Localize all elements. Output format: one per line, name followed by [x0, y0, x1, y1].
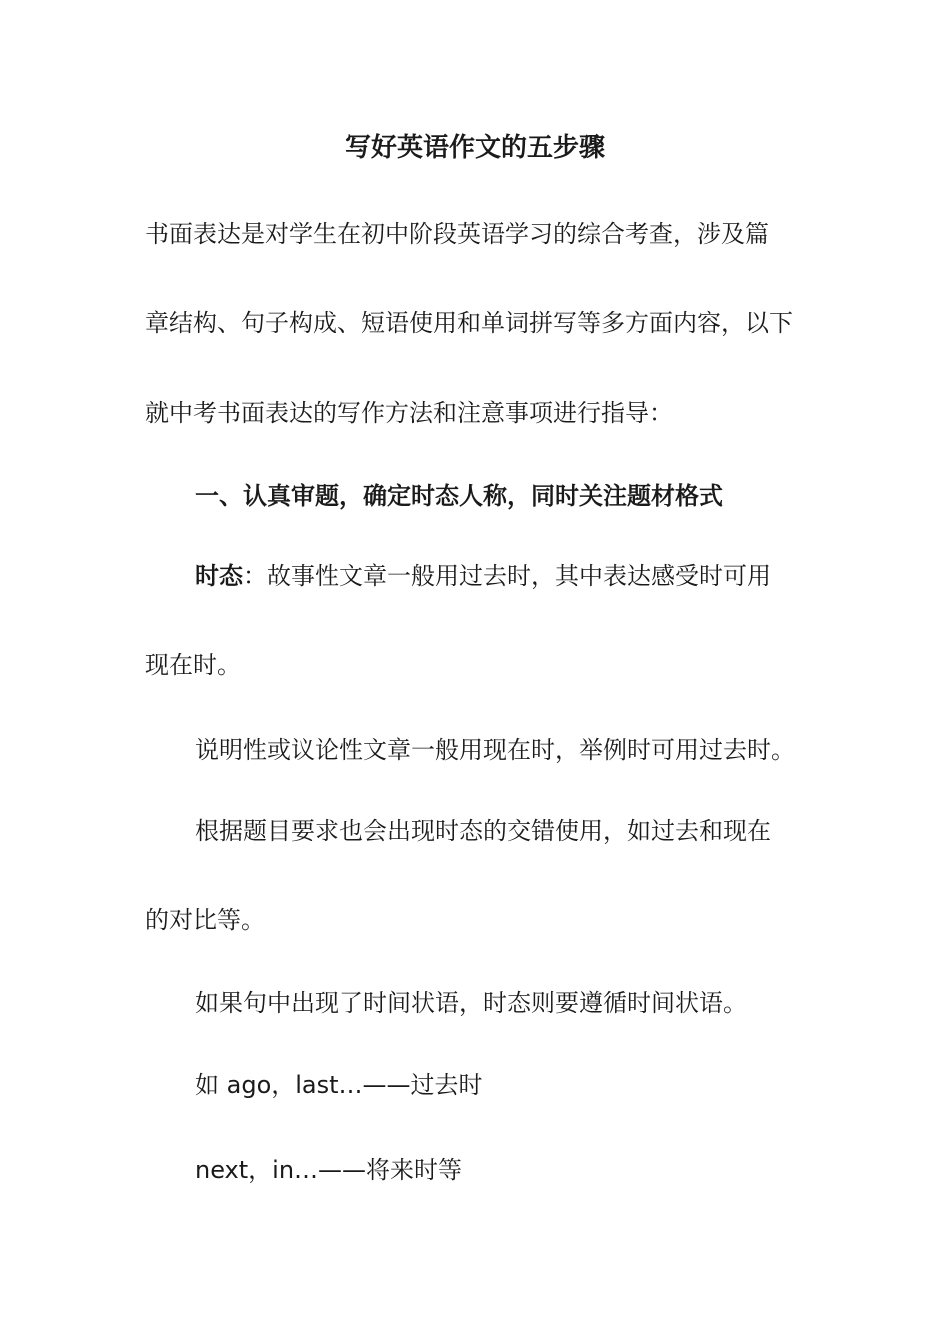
example-words-past: ago，last…—— [219, 1071, 411, 1099]
past-tense-example [195, 1067, 483, 1103]
intro-line-2: 章结构、句子构成、短语使用和单词拼写等多方面内容，以下 [145, 309, 793, 337]
explanatory-paragraph: 说明性或议论性文章一般用现在时，举例时可用过去时。 [195, 736, 795, 764]
future-tense-example [195, 1152, 462, 1188]
section-heading: 一、认真审题，确定时态人称，同时关注题材格式 [195, 481, 723, 510]
tense-label: 时态 [195, 561, 243, 590]
mixed-tense-line-1: 根据题目要求也会出现时态的交错使用，如过去和现在 [195, 817, 771, 845]
intro-line-3: 就中考书面表达的写作方法和注意事项进行指导： [145, 399, 673, 427]
tense-colon: ： [243, 562, 267, 590]
example-prefix: 如 [195, 1071, 219, 1099]
mixed-tense-line-2: 的对比等。 [145, 906, 265, 934]
example-label-past: 过去时 [410, 1071, 483, 1099]
intro-line-1: 书面表达是对学生在初中阶段英语学习的综合考查，涉及篇 [145, 220, 769, 248]
tense-text: 故事性文章一般用过去时，其中表达感受时可用 [267, 562, 771, 590]
time-adverbial-paragraph: 如果句中出现了时间状语，时态则要遵循时间状语。 [195, 989, 747, 1017]
tense-paragraph-line-1 [195, 558, 771, 594]
example-label-future: 将来时等 [366, 1156, 463, 1184]
document-title: 写好英语作文的五步骤 [344, 133, 605, 163]
tense-paragraph-line-2: 现在时。 [145, 651, 241, 679]
example-words-future: next，in…—— [195, 1156, 367, 1184]
